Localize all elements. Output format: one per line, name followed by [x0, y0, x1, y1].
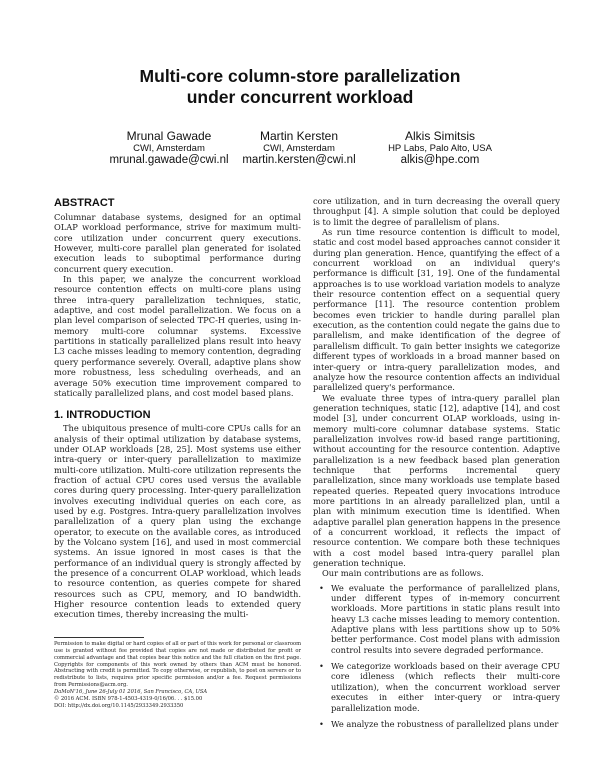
author-name: Mrunal Gawade	[126, 129, 212, 143]
copyright-line: © 2016 ACM. ISBN 978-1-4503-4319-0/16/06. . . $15.00	[54, 695, 203, 702]
body-paragraph: We evaluate three types of intra-query parallel plan generation techniques, static [12], adaptive [14], and cost model [3], under concurrent OLAP workloads, using in-memory multi-core columnar database systems. Static parallelization involves row-id based range partitioning, without accounting for the resource contention. Adaptive parallelization is a new feedback based plan generation technique that performs incremental query parallelization, since many workloads use template based repeated queries. Repeated query invocations introduce more partitions in an already parallelized plan, until a plan with minimum execution time is identified. When adaptive parallel plan generation happens in the presence of a concurrent workload, it reflects the impact of resource contention. We compare both these techniques with a cost model based intra-query parallel plan generation technique.	[313, 392, 560, 569]
left-column	[54, 196, 301, 620]
permission-text: Permission to make digital or hard copies of all or part of this work for personal or classroom use is granted without fee provided that copies are not made or distributed for profit or commercial advantage and that copies bear this notice and the full citation on the first page. Copyrights for components of this work owned by others than ACM must be honored. Abstracting with credit is permitted. To copy otherwise, or republish, to post on servers or to redistribute to lists, requires prior specific permission and/or a fee. Request permissions from Permissions@acm.org.	[54, 641, 301, 689]
list-item	[313, 583, 560, 655]
author-email: martin.kersten@cwi.nl	[242, 154, 356, 166]
author-affiliation: CWI, Amsterdam	[133, 143, 205, 154]
venue-line: DaMoN'16, June 26-July 01 2016, San Francisco, CA, USA	[54, 688, 208, 695]
list-item	[313, 719, 560, 729]
title-line-1: Multi-core column-store parallelization	[139, 66, 461, 86]
bullet-icon: •	[319, 718, 324, 729]
author-name: Martin Kersten	[259, 129, 339, 143]
body-paragraph: Our main contributions are as follows.	[322, 568, 484, 579]
permission-block	[54, 641, 301, 709]
author-block-3	[355, 130, 525, 167]
list-item	[313, 661, 560, 713]
author-affiliation: CWI, Amsterdam	[263, 143, 335, 154]
list-item-text: We evaluate the performance of parallelized plans, under different types of in-memory concurrent workloads. More partitions in static plans result into heavy L3 cache misses leading to memory contention. Adaptive plans with less partitions show up to 50% better performance. Cost model plans with admission control results into severe degraded performance.	[331, 582, 560, 655]
footnote-rule	[54, 637, 144, 638]
right-column	[313, 196, 560, 735]
bullet-icon: •	[319, 582, 324, 593]
body-paragraph: As run time resource contention is difficult to model, static and cost model based approaches cannot consider it during plan generation. Hence, quantifying the effect of a concurrent workload on an individual query's performance is difficult [31, 19]. One of the fundamental approaches is to use workload variation models to analyze their resource contention effect on a sequential query performance [11]. The resource contention problem becomes even trickier to handle during parallel plan execution, as the contention could negate the gains due to parallelism, and make identification of the degree of parallelism difficult. To gain better insights we categorize different types of workloads in a broad manner based on inter-query or intra-query parallelization modes, and analyze how the resource contention affects an individual parallelized query's performance.	[313, 227, 560, 393]
author-email: alkis@hpe.com	[400, 154, 480, 166]
abstract-paragraph-2: In this paper, we analyze the concurrent workload resource contention effects on multi-core plans using three intra-query parallelization techniques, static, adaptive, and cost model parallelization. We focus on a plan level comparison of selected TPC-H queries, using in-memory multi-core columnar systems. Excessive partitions in statically parallelized plans result into heavy L3 cache misses leading to memory contention, degrading query performance severely. Overall, adaptive plans show more robustness, less scheduling overheads, and an average 50% execution time improvement compared to statically parallelized plans, and cost model based plans.	[54, 274, 301, 398]
abstract-heading: ABSTRACT	[54, 197, 115, 209]
list-item-text: We analyze the robustness of parallelized plans under	[331, 718, 559, 729]
contributions-list	[313, 583, 560, 729]
author-name: Alkis Simitsis	[404, 129, 475, 143]
author-email: mrunal.gawade@cwi.nl	[109, 154, 229, 166]
body-paragraph: core utilization, and in turn decreasing the overall query throughput [4]. A simple solution that could be deployed is to limit the degree of parallelism of plans.	[313, 196, 560, 227]
bullet-icon: •	[319, 661, 324, 672]
paper-title	[0, 66, 600, 108]
list-item-text: We categorize workloads based on their average CPU core idleness (which reflects their multi-core utilization), when the concurrent workload server executes in either inter-query or intra-query parallelization mode.	[331, 661, 560, 713]
introduction-paragraph-1: The ubiquitous presence of multi-core CPUs calls for an analysis of their optimal utilization by database systems, under OLAP workloads [28, 25]. Most systems use either intra-query or inter-query parallelization to maximize multi-core utilization. Multi-core utilization represents the fraction of actual CPU cores used versus the available cores during query processing. Inter-query parallelization involves executing individual queries on each core, as used by e.g. Postgres. Intra-query parallelization involves parallelization of a query plan using the exchange operator, to execute on the available cores, as introduced by the Volcano system [16], and used in most commercial systems. An issue ignored in most cases is that the performance of an individual query is strongly affected by the presence of a concurrent OLAP workload, which leads to resource contention, as queries compete for shared resources such as CPU, memory, and IO bandwidth. Higher resource contention leads to extended query execution times, thereby increasing the multi-	[54, 423, 301, 620]
title-line-2: under concurrent workload	[186, 87, 414, 107]
author-affiliation: HP Labs, Palo Alto, USA	[388, 143, 492, 154]
doi-line: DOI: http://dx.doi.org/10.1145/2933349.2933350	[54, 702, 184, 709]
introduction-heading: 1. INTRODUCTION	[54, 409, 151, 422]
abstract-paragraph-1: Columnar database systems, designed for an optimal OLAP workload performance, strive for maximum multi-core utilization under concurrent query executions. However, multi-core parallel plan generated for isolated execution leads to suboptimal performance during concurrent query execution.	[54, 212, 301, 274]
